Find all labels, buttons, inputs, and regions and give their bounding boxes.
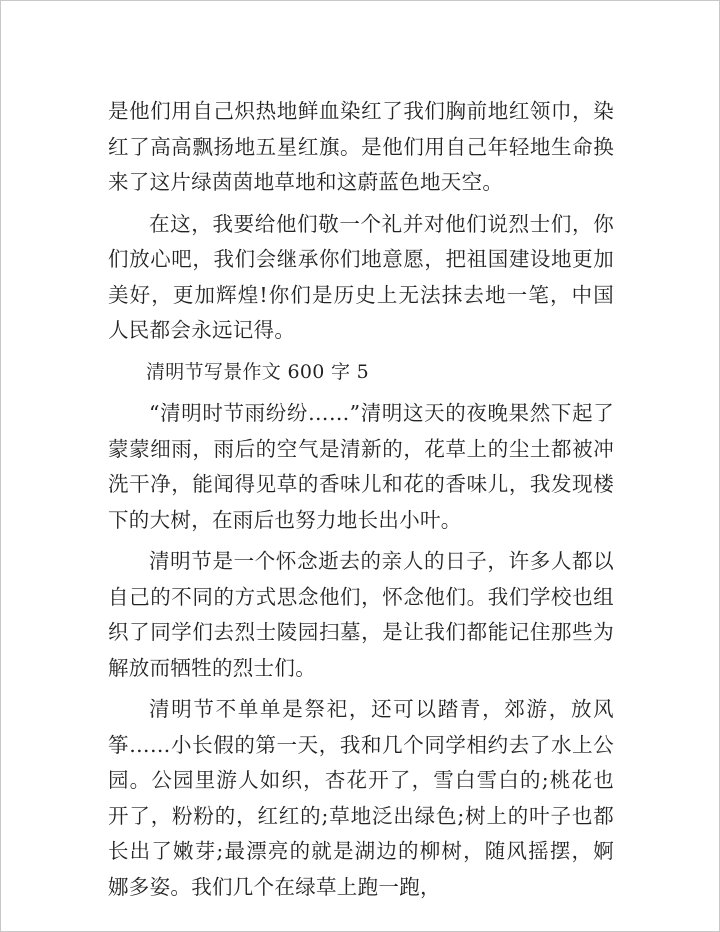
- paragraph-rain: “清明时节雨纷纷……”清明这天的夜晚果然下起了蒙蒙细雨，雨后的空气是清新的，花草上的尘土都被冲洗干净，能闻得见草的香味儿和花的香味儿，我发现楼下的大树，在雨后也努力地长出小叶。: [108, 401, 614, 532]
- section-heading: 清明节写景作文 600 字 5: [146, 360, 369, 383]
- document-body: [108, 94, 614, 911]
- paragraph-continued: 是他们用自己炽热地鲜血染红了我们胸前地红领巾，染红了高高飘扬地五星红旗。是他们用自己年轻地生命换来了这片绿茵茵地草地和这蔚蓝色地天空。: [108, 99, 614, 194]
- paragraph-outing: 清明节不单单是祭祀，还可以踏青，郊游，放风筝……小长假的第一天，我和几个同学相约去了水上公园。公园里游人如织，杏花开了，雪白雪白的;桃花也开了，粉粉的，红红的;草地泛出绿色;树上的叶子也都长出了嫩芽;最漂亮的就是湖边的柳树，随风摇摆，婀娜多姿。我们几个在绿草上跑一跑，: [108, 697, 614, 899]
- paragraph-remembrance: 清明节是一个怀念逝去的亲人的日子，许多人都以自己的不同的方式思念他们，怀念他们。我们学校也组织了同学们去烈士陵园扫墓，是让我们都能记住那些为解放而牺牲的烈士们。: [108, 549, 614, 680]
- paragraph-salute: 在这，我要给他们敬一个礼并对他们说烈士们，你们放心吧，我们会继承你们地意愿，把祖国建设地更加美好，更加辉煌!你们是历史上无法抹去地一笔，中国人民都会永远记得。: [108, 211, 614, 342]
